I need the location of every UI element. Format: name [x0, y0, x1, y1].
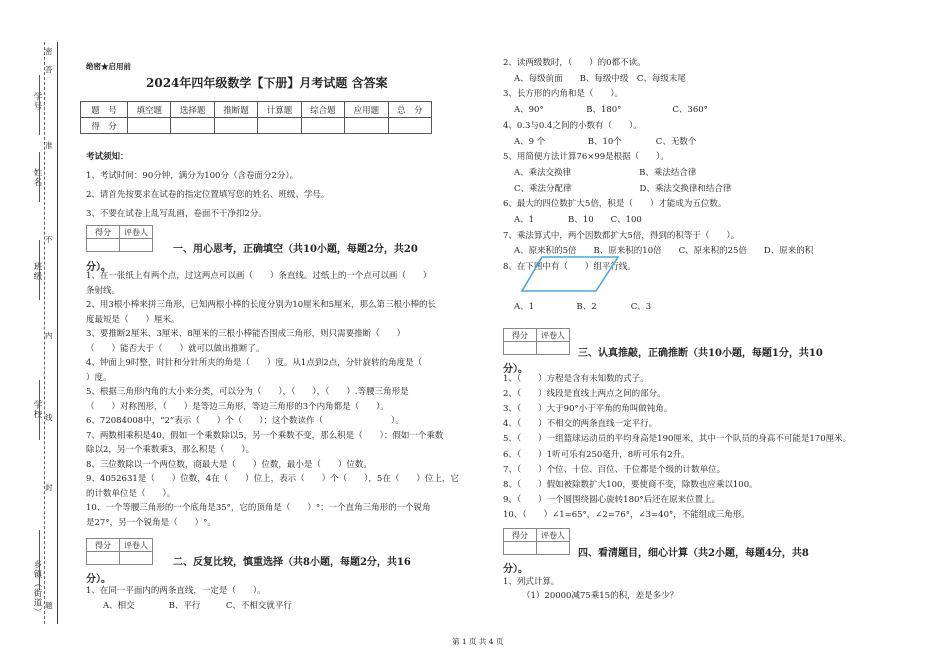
- seal-word: 内: [45, 331, 53, 340]
- section2-title: 二、反复比较，慎重选择（共8小题，每题2分，共16: [173, 557, 411, 568]
- judgement-item: 5、（ ）一组篮球运动员的平均身高是190厘米，其中一个队员的身高不可能是170厘米。: [503, 434, 852, 445]
- grader-score-cell[interactable]: [504, 342, 537, 355]
- margin-field-township[interactable]: [39, 530, 41, 590]
- grader-box: [503, 528, 570, 555]
- grader-score-label: 得分: [504, 529, 537, 542]
- margin-label-school: 学校: [32, 400, 42, 419]
- question-options: C、乘法分配律 D、乘法交换律和结合律: [514, 183, 732, 194]
- score-cell[interactable]: [171, 118, 214, 134]
- margin-label-class: 班级: [32, 262, 42, 281]
- judgement-item: 2、（ ）线段是直线上两点之间的部分。: [503, 389, 666, 400]
- seal-word: 题: [45, 601, 53, 610]
- score-table-header: 总 分: [388, 102, 431, 118]
- question-line: 的计数单位是（ ）。: [86, 489, 176, 499]
- question-options: 6、最大的四位数扩大5倍，积是（ ）才能成为五位数。: [503, 199, 727, 210]
- judgement-item: 7、（ ）个位、十位、百位、千位都是个级的计数单位。: [503, 464, 726, 475]
- section3-title-cont: 分）。: [503, 364, 528, 375]
- grader-reviewer-cell[interactable]: [120, 552, 153, 565]
- seal-word: 线: [45, 413, 53, 422]
- question-options: A、相交 B、平行 C、不相交就平行: [103, 601, 292, 611]
- parallelogram-shape: [522, 257, 618, 291]
- seal-word: 准: [45, 141, 53, 150]
- question-options: 7、乘法算式中，两个因数都扩大5倍，得到的积等于（ ）。: [503, 230, 740, 241]
- score-cell[interactable]: [214, 118, 257, 134]
- score-cell[interactable]: [388, 118, 431, 134]
- section4-title: 四、看清题目，细心计算（共2小题，每题4分，共8: [578, 548, 809, 559]
- grader-reviewer-label: 评卷人: [537, 329, 570, 342]
- question-line: 10、一个等腰三角形的一个底角是35°，它的顶角是（ ）°；一个直角三角形的一个锐角: [86, 503, 431, 513]
- notice-heading: 考试须知：: [86, 152, 129, 162]
- question-line: 是27°，另一个锐角是（ ）°。: [86, 518, 216, 528]
- seal-word: 密: [45, 47, 53, 56]
- score-table-header-row: [81, 102, 432, 118]
- score-table-header: 计算题: [258, 102, 301, 118]
- question-line: 除以2，另一个乘数乘3，那么积是（ ）。: [86, 445, 255, 455]
- question-line: 2、读两级数时，（ ）的0都不读。: [503, 58, 646, 68]
- margin-field-name[interactable]: [39, 152, 41, 202]
- section1-title-cont: 分）。: [86, 262, 111, 273]
- question-line: 7、两数相乘积是40，假如一个乘数除以5，另一个乘数不变，那么积是（ ）；假如一个乘数: [86, 431, 444, 441]
- judgement-item: 3、（ ）大于90°小于平角的角叫做钝角。: [503, 404, 673, 415]
- question-options: A、乘法交换律 B、乘法结合律: [514, 167, 697, 178]
- question-line: 6、72084008中，“2”表示（ ）个（ ）；这个数读作（ ）。: [86, 416, 404, 426]
- page-footer: 第 1 页 共 4 页: [452, 637, 504, 646]
- grader-reviewer-label: 评卷人: [120, 539, 153, 552]
- seal-solid-line: [57, 42, 58, 624]
- grader-score-label: 得分: [87, 226, 120, 239]
- margin-label-township: 乡镇（街道）: [32, 560, 42, 617]
- score-table-header: 填空题: [128, 102, 171, 118]
- grader-reviewer-cell[interactable]: [120, 239, 153, 252]
- score-cell[interactable]: [258, 118, 301, 134]
- question-line: A、原来积的5倍 B、原来积的10倍 C、原来积的25倍 D、原来的积: [514, 246, 814, 257]
- grader-score-label: 得分: [87, 539, 120, 552]
- seal-word: 答: [45, 65, 53, 74]
- section2-title-cont: 分）。: [86, 574, 111, 585]
- grader-box: [503, 328, 570, 355]
- question-line: 3、长方形的内角和是（ ）。: [503, 89, 624, 100]
- notice-item: 1、考试时间：90分钟，满分为100分（含卷面分2分）。: [86, 171, 299, 181]
- parallelogram-figure: [520, 255, 620, 293]
- grader-reviewer-label: 评卷人: [537, 529, 570, 542]
- question-options: A、90° B、180° C、360°: [514, 105, 708, 116]
- question-line: ）度。: [86, 373, 112, 383]
- notice-item: 2、请首先按要求在试卷的指定位置填写您的姓名、班级、学号。: [86, 190, 330, 200]
- grader-score-cell[interactable]: [504, 542, 537, 555]
- question-line: 4、0.3与0.4之间的小数有（ ）。: [503, 120, 642, 131]
- page-title: 2024年四年级数学【下册】月考试题 含答案: [146, 76, 388, 90]
- score-table-header: 题 号: [81, 102, 128, 118]
- grader-box: [86, 538, 153, 565]
- question-line: 2、用3根小棒来拼三角形，已知两根小棒的长度分别为10厘米和5厘米，那么第三根小棒的长: [86, 300, 437, 310]
- question-line: （ ）对称图形，（ ）是等边三角形，等边三角形的3个内角都是（ ）。: [86, 402, 389, 412]
- question-line: 8、三位数除以一个两位数，商最大是（ ）位数，最小是（ ）位数。: [86, 460, 372, 470]
- score-cell[interactable]: [345, 118, 388, 134]
- question-line: 9、4052631是（ ）位数，4在（ ）位上，表示（ ）个（ ），5在（ ）位上，它: [86, 474, 459, 484]
- question-line: 1、在一张纸上有两个点，过这两点可以画（ ）条直线。过纸上的一个点可以画（ ）: [86, 271, 432, 281]
- score-cell[interactable]: [128, 118, 171, 134]
- score-cell[interactable]: [301, 118, 344, 134]
- score-table-score-row: [81, 118, 432, 134]
- margin-field-school[interactable]: [39, 380, 41, 440]
- margin-label-student-id: 学号: [32, 92, 42, 111]
- question-line: 5、根据三角形内角的大小来分类，可以分为（ ），（ ），（ ）.等腰三角形是: [86, 387, 409, 397]
- section1-title: 一、用心思考，正确填空（共10小题，每题2分，共20: [173, 244, 418, 255]
- grader-reviewer-cell[interactable]: [537, 542, 570, 555]
- question-options: A、每级前面 B、每级中级 C、每级末尾: [514, 73, 686, 84]
- judgement-item: 1、（ ）方程是含有未知数的式子。: [503, 374, 649, 384]
- question-line: 度最短是（ ）厘米。: [86, 315, 180, 325]
- score-table-header: 应用题: [345, 102, 388, 118]
- question-line: 条射线。: [86, 286, 121, 296]
- grader-box: [86, 225, 153, 252]
- question-line: A、1 B、10 C、100: [514, 215, 642, 225]
- grader-reviewer-cell[interactable]: [537, 342, 570, 355]
- judgement-item: 10、（ ）∠1=65°，∠2=76°，∠3=40°，不能组成三角形。: [503, 509, 750, 520]
- notice-item: 3、不要在试卷上乱写乱画，卷面不干净扣2分。: [86, 209, 267, 219]
- section4-title-cont: 分）。: [503, 564, 528, 575]
- question-line: 4、钟面上9时整，时针和分针所夹的角是（ ）度。从1点到2点，分针旋转的角度是（: [86, 358, 423, 368]
- score-table-header: 综合题: [301, 102, 344, 118]
- score-table: [80, 101, 432, 134]
- judgement-item: 8、（ ）假如被除数扩大100，要使商不变，除数也应乘以100。: [503, 479, 758, 490]
- margin-label-name: 姓名: [32, 168, 42, 187]
- grader-score-label: 得分: [504, 329, 537, 342]
- judgement-item: 9、（ ）一个圆围绕圆心旋转180°后还在原来位置上。: [503, 494, 721, 505]
- seal-word: 封: [45, 483, 53, 492]
- grader-score-cell[interactable]: [87, 552, 120, 565]
- section3-title: 三、认真推敲，正确推断（共10小题，每题1分，共10: [578, 348, 823, 359]
- margin-field-class[interactable]: [39, 240, 41, 300]
- question-line: （1）20000减75乘15的积，差是多少？: [522, 591, 679, 601]
- question-options: A、9 个 B、10个 C、无数个: [514, 136, 697, 147]
- question-line: 3、要推断2厘米、3厘米、8厘米的三根小棒能否围成三角形，则只需要推断（ ）: [86, 329, 406, 339]
- judgement-item: 4、（ ）不相交的两条直线一定平行。: [503, 419, 658, 430]
- score-row-label: 得 分: [81, 118, 128, 134]
- score-table-header: 推断题: [214, 102, 257, 118]
- question-line: （ ）能否大于（ ）就可以做出推断了。: [86, 344, 265, 354]
- grader-score-cell[interactable]: [87, 239, 120, 252]
- q8-options: A、1 B、2 C、3: [514, 302, 652, 312]
- seal-word: 不: [45, 235, 53, 244]
- question-options: 8、在下图中有（ ）组平行线。: [503, 262, 636, 273]
- grader-reviewer-label: 评卷人: [120, 226, 153, 239]
- secret-label: 绝密★启用前: [86, 62, 131, 71]
- margin-field-student-id[interactable]: [39, 75, 41, 135]
- question-line: 5、用简便方法计算76×99是根据（ ）。: [503, 152, 669, 163]
- question-line: 1、在同一平面内的两条直线，一定是（ ）。: [86, 586, 266, 596]
- question-line: 1、列式计算。: [503, 577, 560, 587]
- judgement-item: 6、（ ）1听可乐有250毫升，8听可乐有2升。: [503, 449, 690, 460]
- score-table-header: 选择题: [171, 102, 214, 118]
